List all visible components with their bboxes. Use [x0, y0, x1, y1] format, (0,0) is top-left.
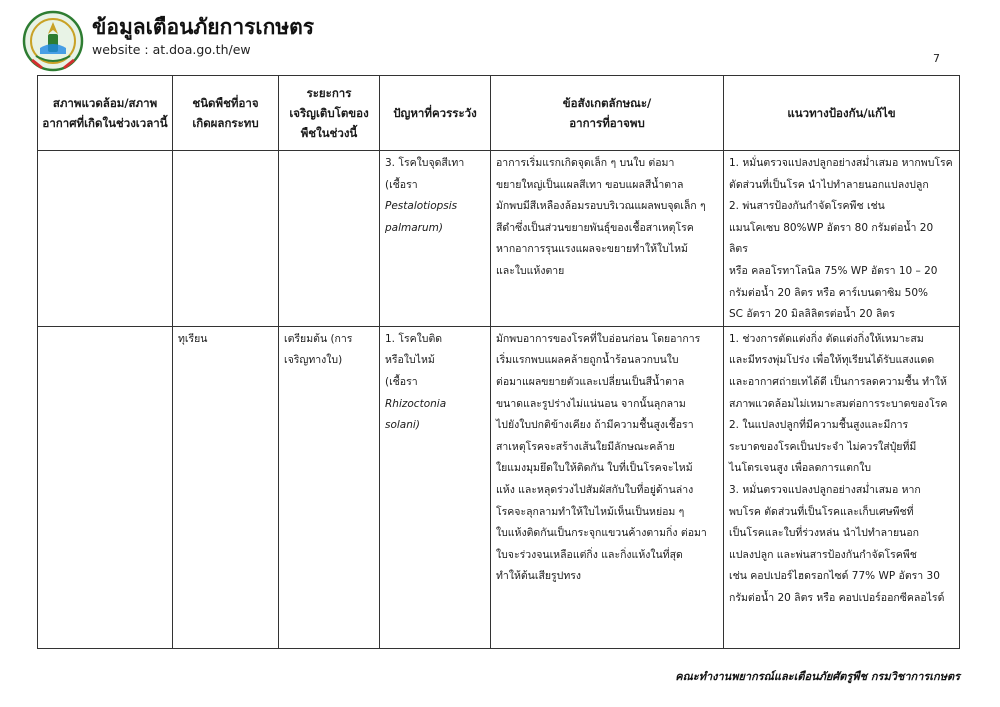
cell-symptoms: มักพบอาการของโรคที่ใบอ่อนก่อน โดยอาการ เริ่มแรกพบแผลคล้ายถูกน้ำร้อนลวกบนใบ ต่อมาแผลขยายตัวและเปลี่ยนเป็นสีน้ำตาล ขนาดและรูปร่างไม่แน่นอน จากนั้นลุกลาม ไปยังใบปกติข้างเคียง ถ้ามีความชื้นสูงเชื้อรา สาเหตุโรคจะสร้างเส้นใยมีลักษณะคล้าย ใยแมงมุมยึดใบให้ติดกัน ใบที่เป็นโรคจะไหม้ แห้ง และหลุดร่วงไปสัมผัสกับใบที่อยู่ด้านล่าง โรคจะลุกลามทำให้ใบไหม้เห็นเป็นหย่อม ๆ ใบแห้งติดกันเป็นกระจุกแขวนค้างตามกิ่ง ต่อมา ใบจะร่วงจนเหลือแต่กิ่ง และกิ่งแห้งในที่สุด ทำให้ต้นเสียรูปทรง — [491, 326, 724, 648]
cell-environment — [38, 326, 173, 648]
cell-prevention: 1. ช่วงการตัดแต่งกิ่ง ตัดแต่งกิ่งให้เหมาะสม และมีทรงพุ่มโปร่ง เพื่อให้ทุเรียนได้รับแสงแดด และอากาศถ่ายเทได้ดี เป็นการลดความชื้น ทำให้ สภาพแวดล้อมไม่เหมาะสมต่อการระบาดของโรค 2. ในแปลงปลูกที่มีความชื้นสูงและมีการ ระบาดของโรคเป็นประจำ ไม่ควรใส่ปุ๋ยที่มี ไนโตรเจนสูง เพื่อลดการแตกใบ 3. หมั่นตรวจแปลงปลูกอย่างสม่ำเสมอ หาก พบโรค ตัดส่วนที่เป็นโรคและเก็บเศษพืชที่ เป็นโรคและใบที่ร่วงหล่น นำไปทำลายนอก แปลงปลูก และพ่นสารป้องกันกำจัดโรคพืช เช่น คอปเปอร์ไฮดรอกไซด์ 77% WP อัตรา 30 กรัมต่อน้ำ 20 ลิตร หรือ คอปเปอร์ออกซีคลอไรด์ — [724, 326, 960, 648]
problem-pathogen: Rhizoctonia solani) — [385, 397, 447, 432]
website-url: website : at.doa.go.th/ew — [92, 42, 251, 57]
table-header-row — [38, 76, 960, 151]
table-row — [38, 326, 960, 648]
cell-plant: ทุเรียน — [173, 326, 279, 648]
problem-title: 3. โรคใบจุดสีเทา (เชื้อรา — [385, 157, 465, 191]
col-header-environment: สภาพแวดล้อม/สภาพ อากาศที่เกิดในช่วงเวลานี้ — [38, 76, 173, 151]
col-header-plant: ชนิดพืชที่อาจ เกิดผลกระทบ — [173, 76, 279, 151]
cell-stage — [279, 151, 380, 327]
cell-problem — [380, 151, 491, 327]
problem-pathogen: Pestalotiopsis palmarum) — [385, 200, 458, 234]
cell-symptoms: อาการเริ่มแรกเกิดจุดเล็ก ๆ บนใบ ต่อมา ขยายใหญ่เป็นแผลสีเทา ขอบแผลสีน้ำตาล มักพบมีสีเหลืองล้อมรอบบริเวณแผลพบจุดเล็ก ๆ สีดำซึ่งเป็นส่วนขยายพันธุ์ของเชื้อสาเหตุโรค หากอาการรุนแรงแผลจะขยายทำให้ใบไหม้ และใบแห้งตาย — [491, 151, 724, 327]
warning-table — [37, 75, 960, 649]
col-header-prevention: แนวทางป้องกัน/แก้ไข — [724, 76, 960, 151]
cell-environment — [38, 151, 173, 327]
page-footer: คณะทำงานพยากรณ์และเตือนภัยศัตรูพืช กรมวิชาการเกษตร — [675, 670, 960, 683]
col-header-stage: ระยะการ เจริญเติบโตของ พืชในช่วงนี้ — [279, 76, 380, 151]
col-header-problem: ปัญหาที่ควรระวัง — [380, 76, 491, 151]
cell-problem — [380, 326, 491, 648]
page-number: 7 — [933, 52, 940, 65]
problem-title: 1. โรคใบติด หรือใบไหม้ (เชื้อรา — [385, 332, 443, 388]
page-header — [20, 8, 980, 68]
col-header-symptoms: ข้อสังเกตลักษณะ/ อาการที่อาจพบ — [491, 76, 724, 151]
table-row — [38, 151, 960, 327]
cell-plant — [173, 151, 279, 327]
page-title: ข้อมูลเตือนภัยการเกษตร — [92, 15, 315, 39]
cell-stage: เตรียมต้น (การเจริญทางใบ) — [279, 326, 380, 648]
doa-logo-icon — [22, 10, 84, 72]
cell-prevention: 1. หมั่นตรวจแปลงปลูกอย่างสม่ำเสมอ หากพบโรค ตัดส่วนที่เป็นโรค นำไปทำลายนอกแปลงปลูก 2. พ่นสารป้องกันกำจัดโรคพืช เช่น แมนโคเซบ 80%WP อัตรา 80 กรัมต่อน้ำ 20 ลิตร หรือ คลอโรทาโลนิล 75% WP อัตรา 10 – 20 กรัมต่อน้ำ 20 ลิตร หรือ คาร์เบนดาซิม 50% SC อัตรา 20 มิลลิลิตรต่อน้ำ 20 ลิตร — [724, 151, 960, 327]
